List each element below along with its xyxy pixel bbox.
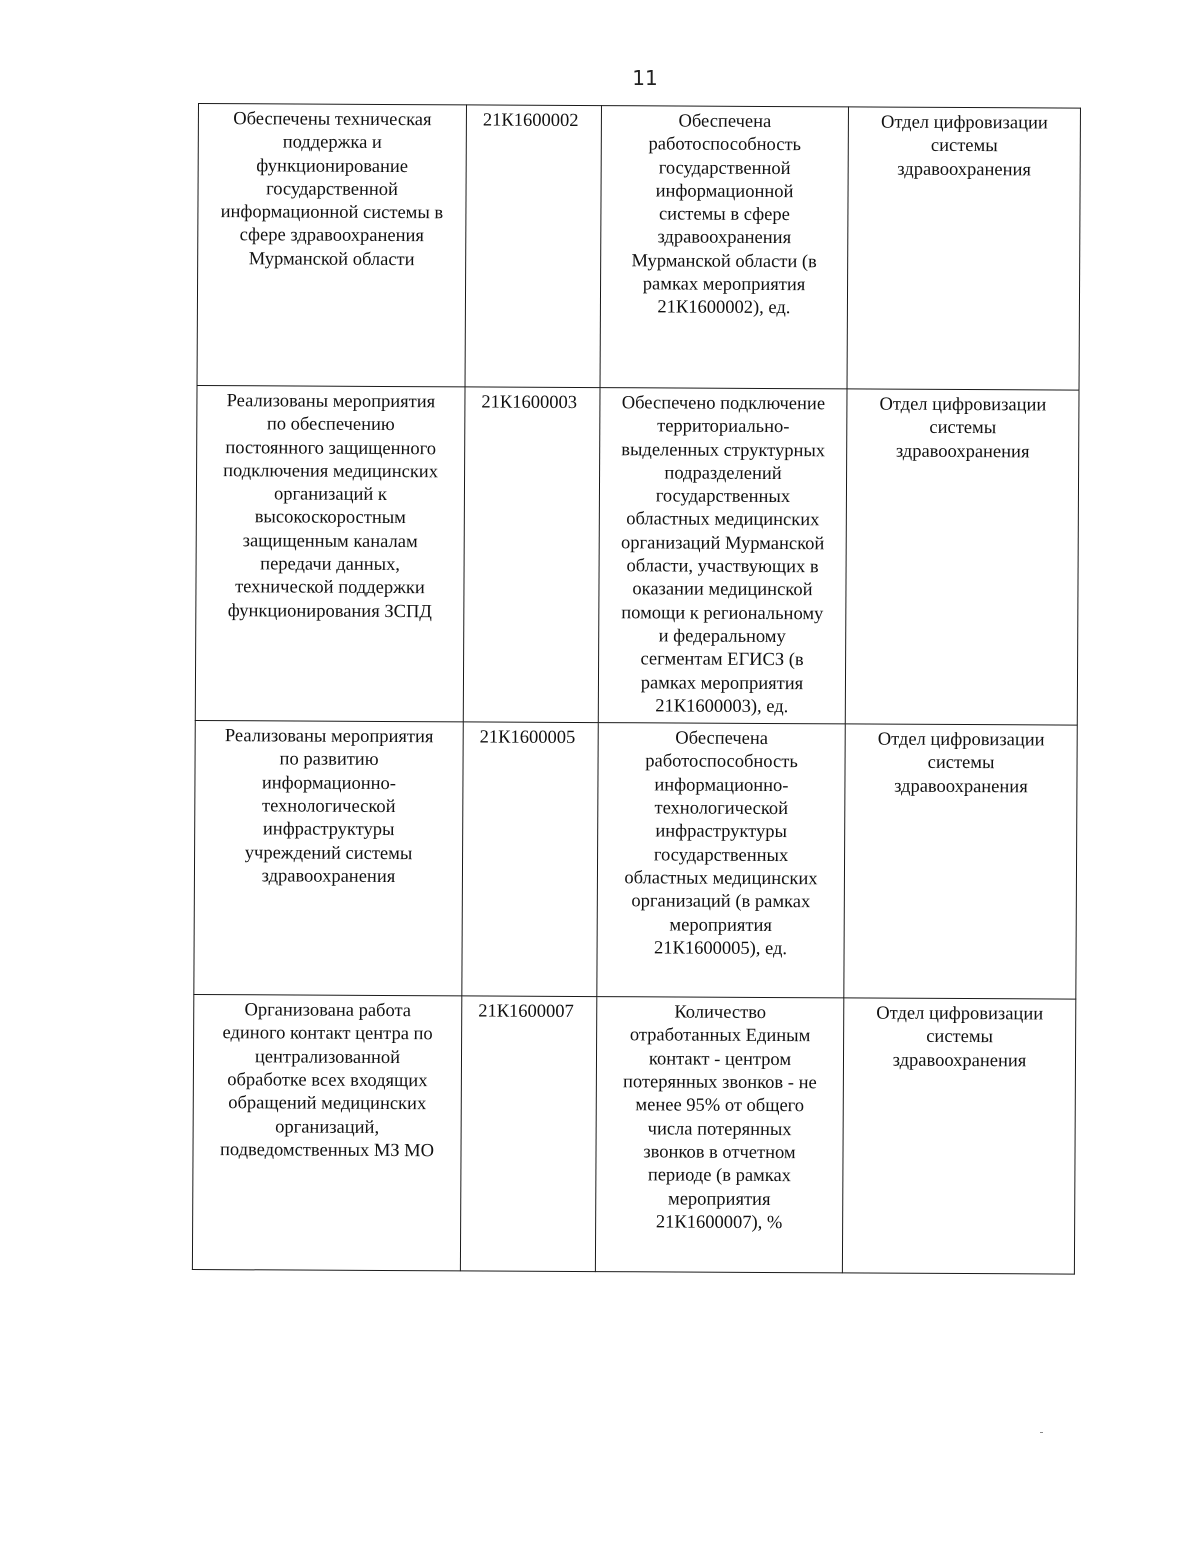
result-cell: Реализованы мероприятия по обеспечению постоянного защищенного подключения медицинских организаций к высокоскоростным защищенным каналам передачи данных, технической поддержки функционирования ЗСПД (195, 385, 465, 722)
responsible-cell: Отдел цифровизации системы здравоохранения (845, 389, 1079, 725)
scan-speck (1040, 1432, 1043, 1433)
table-row (192, 995, 1075, 1275)
responsible-cell: Отдел цифровизации системы здравоохранения (842, 998, 1075, 1274)
indicator-cell: Обеспечена работоспособность государственной информационной системы в сфере здравоохранения Мурманской области (в рамках мероприятия 21К1600002), ед. (600, 106, 848, 389)
indicator-cell: Обеспечена работоспособность информационно- технологической инфраструктуры государственных областных медицинских организаций (в рамках мероприятия 21К1600005), ед. (597, 723, 845, 998)
table-row (194, 721, 1077, 1000)
activities-table (192, 103, 1081, 1275)
result-cell: Реализованы мероприятия по развитию информационно- технологической инфраструктуры учреждений системы здравоохранения (194, 721, 463, 996)
table-row (197, 104, 1080, 391)
code-cell: 21К1600007 (460, 996, 596, 1272)
code-cell: 21К1600005 (462, 722, 598, 997)
responsible-cell: Отдел цифровизации системы здравоохранения (844, 724, 1077, 999)
code-cell: 21К1600003 (463, 387, 600, 723)
indicator-cell: Количество отработанных Единым контакт - центром потерянных звонков - не менее 95% от общего числа потерянных звонков в отчетном периоде (в рамках мероприятия 21К1600007), % (595, 997, 843, 1273)
result-cell: Организована работа единого контакт центра по централизованной обработке всех входящих обращений медицинских организаций, подведомственных МЗ МО (192, 995, 461, 1271)
indicator-cell: Обеспечено подключение территориально- выделенных структурных подразделений государственных областных медицинских организаций Мурманской области, участвующих в оказании медицинской помощи к региональному и федеральному сегментам ЕГИСЗ (в рамках мероприятия 21К1600003), ед. (598, 388, 847, 724)
page-number: 11 (632, 66, 658, 90)
result-cell: Обеспечены техническая поддержка и функционирование государственной информационной системы в сфере здравоохранения Мурманской области (197, 104, 466, 387)
responsible-cell: Отдел цифровизации системы здравоохранения (847, 107, 1080, 390)
table-row (195, 385, 1079, 725)
code-cell: 21К1600002 (465, 105, 601, 388)
